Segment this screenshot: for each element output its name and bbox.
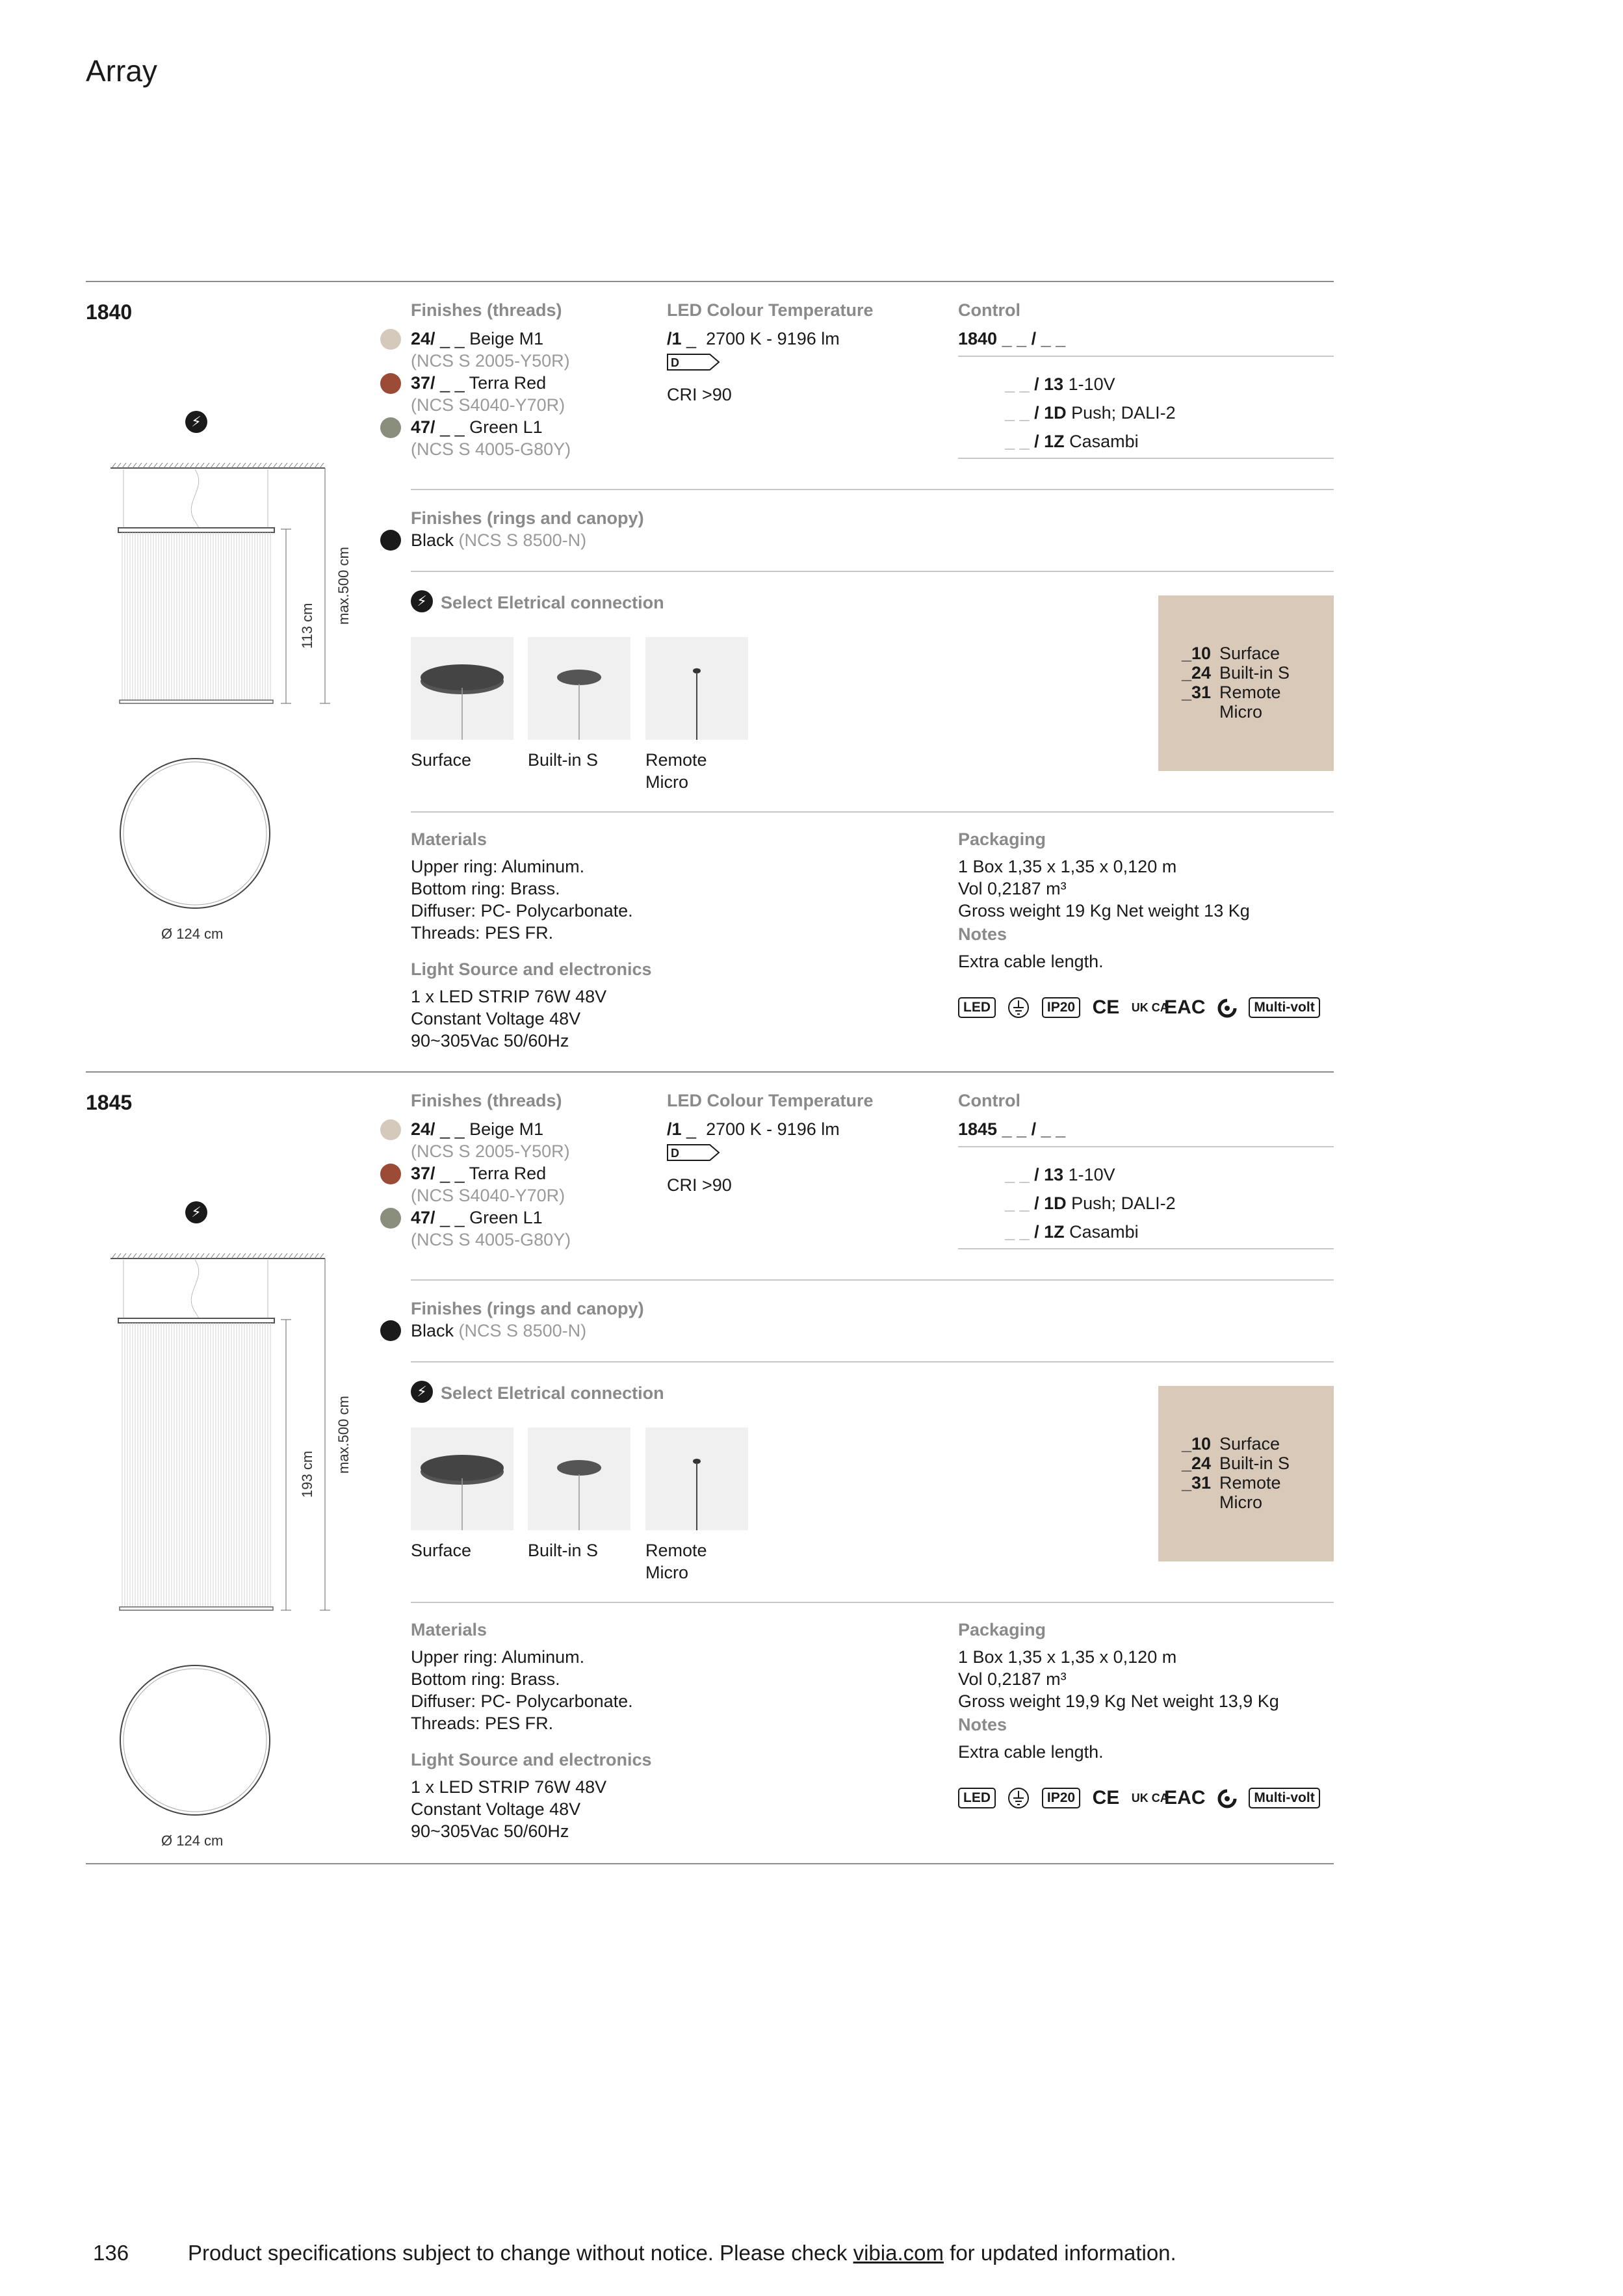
connection-label: Select Eletrical connection [441, 1383, 664, 1403]
ground-class-icon [1007, 1786, 1030, 1809]
connection-name [528, 749, 598, 771]
finish-swatch [380, 417, 401, 438]
control-option [1005, 1192, 1176, 1214]
finish-item [411, 372, 565, 416]
finish-placeholder: _ _ [440, 1208, 465, 1227]
ce-mark: CE [1092, 1786, 1120, 1808]
finish-name: Beige M1 [469, 329, 544, 348]
finish-placeholder: _ _ [440, 1164, 465, 1183]
multivolt-badge: Multi-volt [1249, 1788, 1319, 1808]
packaging-line: Vol 0,2187 m³ [958, 1669, 1067, 1689]
materials-rule [411, 811, 1334, 813]
finish-name: Terra Red [469, 373, 547, 393]
connection-code-name: Remote [1219, 683, 1281, 702]
cri-value: CRI >90 [667, 385, 732, 404]
lamp-top-view [117, 755, 273, 911]
notes-text: Extra cable length. [958, 952, 1104, 971]
connection-code: _10 [1182, 1434, 1212, 1454]
page-bottom-rule [86, 1863, 1334, 1864]
control-rule-top [958, 1146, 1334, 1147]
connection-code-row [1182, 1473, 1290, 1512]
connection-rule [411, 571, 1334, 572]
max-height-label: max.500 cm [335, 1395, 352, 1474]
connection-codes-box [1158, 1386, 1334, 1561]
connection-name-line1: Remote [645, 750, 707, 770]
led-placeholder: _ [686, 329, 697, 348]
control-option-name: Casambi [1069, 432, 1139, 451]
rings-label: Finishes (rings and canopy) [411, 508, 644, 528]
control-placeholder: _ _ / _ _ [1002, 1119, 1066, 1139]
control-option-prefix: _ _ [1005, 1194, 1030, 1213]
diameter-label: Ø 124 cm [161, 926, 224, 942]
material-line: Diffuser: PC- Polycarbonate. [411, 1691, 633, 1711]
connection-thumbnail[interactable] [411, 1428, 513, 1530]
connection-codes-box [1158, 595, 1334, 771]
led-code: /1 [667, 329, 682, 348]
control-code: 1845 [958, 1119, 998, 1139]
finish-ncs: (NCS S4040-Y70R) [411, 1186, 565, 1205]
rings-rule [411, 1279, 1334, 1281]
control-option [1005, 430, 1139, 452]
rings-swatch [380, 1320, 401, 1341]
footer-text-before: Product specifications subject to change without notice. Please check [188, 2241, 853, 2265]
connection-name [411, 1539, 471, 1561]
rings-ncs: (NCS S 8500-N) [458, 1321, 587, 1340]
control-option-code: / 1D [1034, 403, 1067, 423]
ip-badge: IP20 [1042, 997, 1080, 1018]
material-line: Bottom ring: Brass. [411, 879, 560, 898]
connection-code: _31 [1182, 683, 1212, 702]
control-rule-bottom [958, 1248, 1334, 1249]
rings-ncs: (NCS S 8500-N) [458, 530, 587, 550]
connection-name-line2: Micro [645, 772, 688, 792]
product-code: 1840 [86, 300, 133, 324]
energy-class-badge [667, 1144, 720, 1161]
light-source-line: 90~305Vac 50/60Hz [411, 1821, 569, 1841]
finish-code: 24/ [411, 329, 435, 348]
eac-mark: EAC [1164, 1786, 1206, 1808]
connection-name [645, 1539, 707, 1584]
connection-bolt-icon: ⚡ [411, 590, 433, 612]
electrical-connection-icon: ⚡ [185, 1201, 207, 1223]
material-line: Upper ring: Aluminum. [411, 1647, 585, 1667]
control-rule-top [958, 356, 1334, 357]
finish-item [411, 1118, 570, 1162]
page-title: Array [86, 54, 157, 88]
control-option-code: / 13 [1034, 374, 1064, 394]
footer-disclaimer [188, 2241, 1176, 2265]
connection-name-line1: Remote [645, 1541, 707, 1560]
control-option-prefix: _ _ [1005, 374, 1030, 394]
connection-thumbnail[interactable] [645, 637, 748, 740]
control-option [1005, 1221, 1139, 1243]
finish-ncs: (NCS S 4005-G80Y) [411, 439, 571, 459]
connection-name-line1: Surface [411, 1541, 472, 1560]
connection-name [528, 1539, 598, 1561]
packaging-label: Packaging [958, 829, 1046, 849]
finish-code: 47/ [411, 1208, 435, 1227]
section-top-rule [86, 1071, 1334, 1073]
section-top-rule [86, 281, 1334, 282]
connection-code: _10 [1182, 644, 1212, 663]
certification-row [958, 1786, 1329, 1809]
finish-code: 37/ [411, 1164, 435, 1183]
ground-class-icon [1007, 996, 1030, 1019]
control-option-name: Casambi [1069, 1222, 1139, 1242]
connection-code-row [1182, 1434, 1290, 1454]
height-dimension-label: 193 cm [299, 1450, 315, 1498]
led-colour-label: LED Colour Temperature [667, 300, 874, 320]
rings-swatch [380, 530, 401, 551]
connection-name-line1: Built-in S [528, 1541, 599, 1560]
control-code: 1840 [958, 329, 998, 348]
finish-name: Green L1 [469, 1208, 543, 1227]
finish-placeholder: _ _ [440, 1119, 465, 1139]
connection-code: _24 [1182, 1454, 1212, 1473]
materials-label: Materials [411, 1620, 487, 1639]
rings-label: Finishes (rings and canopy) [411, 1299, 644, 1318]
material-line: Threads: PES FR. [411, 1714, 554, 1733]
connection-code: _31 [1182, 1473, 1212, 1493]
finish-placeholder: _ _ [440, 373, 465, 393]
finish-code: 24/ [411, 1119, 435, 1139]
light-source-line: 1 x LED STRIP 76W 48V [411, 987, 607, 1006]
control-option-name: Push; DALI-2 [1071, 403, 1176, 423]
connection-name [411, 749, 471, 771]
control-code-line [958, 328, 1065, 350]
ukca-mark: UK CA [1131, 1000, 1169, 1014]
ip-badge: IP20 [1042, 1788, 1080, 1808]
led-badge: LED [958, 997, 996, 1018]
packaging-line: Gross weight 19 Kg Net weight 13 Kg [958, 901, 1250, 920]
connection-code-name: Surface [1219, 644, 1280, 663]
finish-name: Beige M1 [469, 1119, 544, 1139]
connection-code-name: Remote [1219, 1473, 1281, 1493]
control-label: Control [958, 300, 1020, 320]
finish-code: 37/ [411, 373, 435, 393]
connection-name-line1: Surface [411, 750, 472, 770]
recycle-icon [1217, 1787, 1237, 1809]
finish-swatch [380, 1208, 401, 1229]
eac-mark: EAC [1164, 996, 1206, 1018]
control-option [1005, 1164, 1115, 1186]
lamp-top-view [117, 1662, 273, 1818]
finish-swatch [380, 329, 401, 350]
finish-item [411, 416, 571, 460]
connection-thumbnail[interactable] [528, 1428, 630, 1530]
connection-code-row [1182, 663, 1290, 683]
height-dimension-label: 113 cm [299, 603, 315, 649]
connection-code-row [1182, 644, 1290, 663]
materials-label: Materials [411, 829, 487, 849]
connection-name-line1: Built-in S [528, 750, 599, 770]
connection-thumbnail[interactable] [645, 1428, 748, 1530]
energy-class-text: D [671, 356, 679, 369]
finish-swatch [380, 1119, 401, 1140]
finish-swatch [380, 1164, 401, 1184]
connection-bolt-icon: ⚡ [411, 1381, 433, 1403]
connection-rule [411, 1361, 1334, 1363]
rings-name: Black [411, 1321, 454, 1340]
rings-rule [411, 489, 1334, 490]
recycle-icon [1217, 997, 1237, 1019]
led-colour-label: LED Colour Temperature [667, 1091, 874, 1110]
control-option-name: 1-10V [1068, 1165, 1115, 1184]
page-number: 136 [93, 2241, 129, 2265]
notes-text: Extra cable length. [958, 1742, 1104, 1762]
control-placeholder: _ _ / _ _ [1002, 329, 1066, 348]
control-option-code: / 1Z [1034, 1222, 1065, 1242]
max-height-label: max.500 cm [335, 547, 352, 625]
packaging-line: Vol 0,2187 m³ [958, 879, 1067, 898]
rings-name: Black [411, 530, 454, 550]
packaging-line: Gross weight 19,9 Kg Net weight 13,9 Kg [958, 1691, 1279, 1711]
finish-item [411, 1207, 571, 1251]
connection-code-name: Built-in S [1219, 663, 1290, 683]
energy-class-text: D [671, 1147, 679, 1160]
electrical-connection-icon: ⚡ [185, 411, 207, 433]
control-option-code: / 13 [1034, 1165, 1064, 1184]
finish-placeholder: _ _ [440, 417, 465, 437]
control-option-code: / 1D [1034, 1194, 1067, 1213]
finish-ncs: (NCS S4040-Y70R) [411, 395, 565, 415]
connection-code-name: Surface [1219, 1434, 1280, 1454]
connection-thumbnail[interactable] [411, 637, 513, 740]
light-source-label: Light Source and electronics [411, 1750, 652, 1769]
connection-code-row [1182, 683, 1290, 722]
led-badge: LED [958, 1788, 996, 1808]
footer-text-after: for updated information. [943, 2241, 1176, 2265]
control-option [1005, 402, 1176, 424]
control-option-prefix: _ _ [1005, 1165, 1030, 1184]
connection-code: _24 [1182, 663, 1212, 683]
light-source-line: Constant Voltage 48V [411, 1009, 581, 1028]
ce-mark: CE [1092, 996, 1120, 1018]
connection-code-name-2: Micro [1219, 1493, 1262, 1512]
notes-label: Notes [958, 1715, 1007, 1734]
finish-placeholder: _ _ [440, 329, 465, 348]
control-label: Control [958, 1091, 1020, 1110]
control-option-prefix: _ _ [1005, 432, 1030, 451]
finishes-threads-label: Finishes (threads) [411, 1091, 562, 1110]
finish-item [411, 1162, 565, 1207]
material-line: Upper ring: Aluminum. [411, 857, 585, 876]
connection-label: Select Eletrical connection [441, 593, 664, 612]
connection-code-name-2: Micro [1219, 702, 1262, 722]
finish-ncs: (NCS S 2005-Y50R) [411, 1141, 570, 1161]
control-option-name: 1-10V [1068, 374, 1115, 394]
finish-swatch [380, 373, 401, 394]
material-line: Threads: PES FR. [411, 923, 554, 943]
control-option [1005, 373, 1115, 395]
control-option-name: Push; DALI-2 [1071, 1194, 1176, 1213]
finish-code: 47/ [411, 417, 435, 437]
connection-name-line2: Micro [645, 1563, 688, 1582]
packaging-label: Packaging [958, 1620, 1046, 1639]
certification-row [958, 996, 1329, 1019]
led-value: 2700 K - 9196 lm [706, 1119, 840, 1139]
light-source-line: 90~305Vac 50/60Hz [411, 1031, 569, 1050]
light-source-line: Constant Voltage 48V [411, 1799, 581, 1819]
notes-label: Notes [958, 924, 1007, 944]
multivolt-badge: Multi-volt [1249, 997, 1319, 1018]
packaging-line: 1 Box 1,35 x 1,35 x 0,120 m [958, 1647, 1177, 1667]
control-option-prefix: _ _ [1005, 1222, 1030, 1242]
led-placeholder: _ [686, 1119, 697, 1139]
ukca-mark: UK CA [1131, 1791, 1169, 1805]
packaging-line: 1 Box 1,35 x 1,35 x 0,120 m [958, 857, 1177, 876]
led-code: /1 [667, 1119, 682, 1139]
connection-code-name: Built-in S [1219, 1454, 1290, 1473]
control-option-prefix: _ _ [1005, 403, 1030, 423]
finish-ncs: (NCS S 2005-Y50R) [411, 351, 570, 371]
connection-name [645, 749, 707, 793]
led-colour-value [667, 328, 840, 350]
vibia-link[interactable]: vibia.com [853, 2241, 944, 2265]
control-option-code: / 1Z [1034, 432, 1065, 451]
product-code: 1845 [86, 1091, 133, 1114]
connection-code-row [1182, 1454, 1290, 1473]
finish-name: Terra Red [469, 1164, 547, 1183]
material-line: Bottom ring: Brass. [411, 1669, 560, 1689]
energy-class-badge [667, 354, 720, 371]
material-line: Diffuser: PC- Polycarbonate. [411, 901, 633, 920]
diameter-label: Ø 124 cm [161, 1833, 224, 1849]
light-source-label: Light Source and electronics [411, 959, 652, 979]
led-value: 2700 K - 9196 lm [706, 329, 840, 348]
light-source-line: 1 x LED STRIP 76W 48V [411, 1777, 607, 1797]
materials-rule [411, 1602, 1334, 1603]
cri-value: CRI >90 [667, 1175, 732, 1195]
connection-thumbnail[interactable] [528, 637, 630, 740]
finish-name: Green L1 [469, 417, 543, 437]
rings-finish [411, 529, 586, 551]
finish-item [411, 328, 570, 372]
control-code-line [958, 1118, 1065, 1140]
finish-ncs: (NCS S 4005-G80Y) [411, 1230, 571, 1249]
control-rule-bottom [958, 458, 1334, 459]
led-colour-value [667, 1118, 840, 1140]
rings-finish [411, 1320, 586, 1342]
finishes-threads-label: Finishes (threads) [411, 300, 562, 320]
